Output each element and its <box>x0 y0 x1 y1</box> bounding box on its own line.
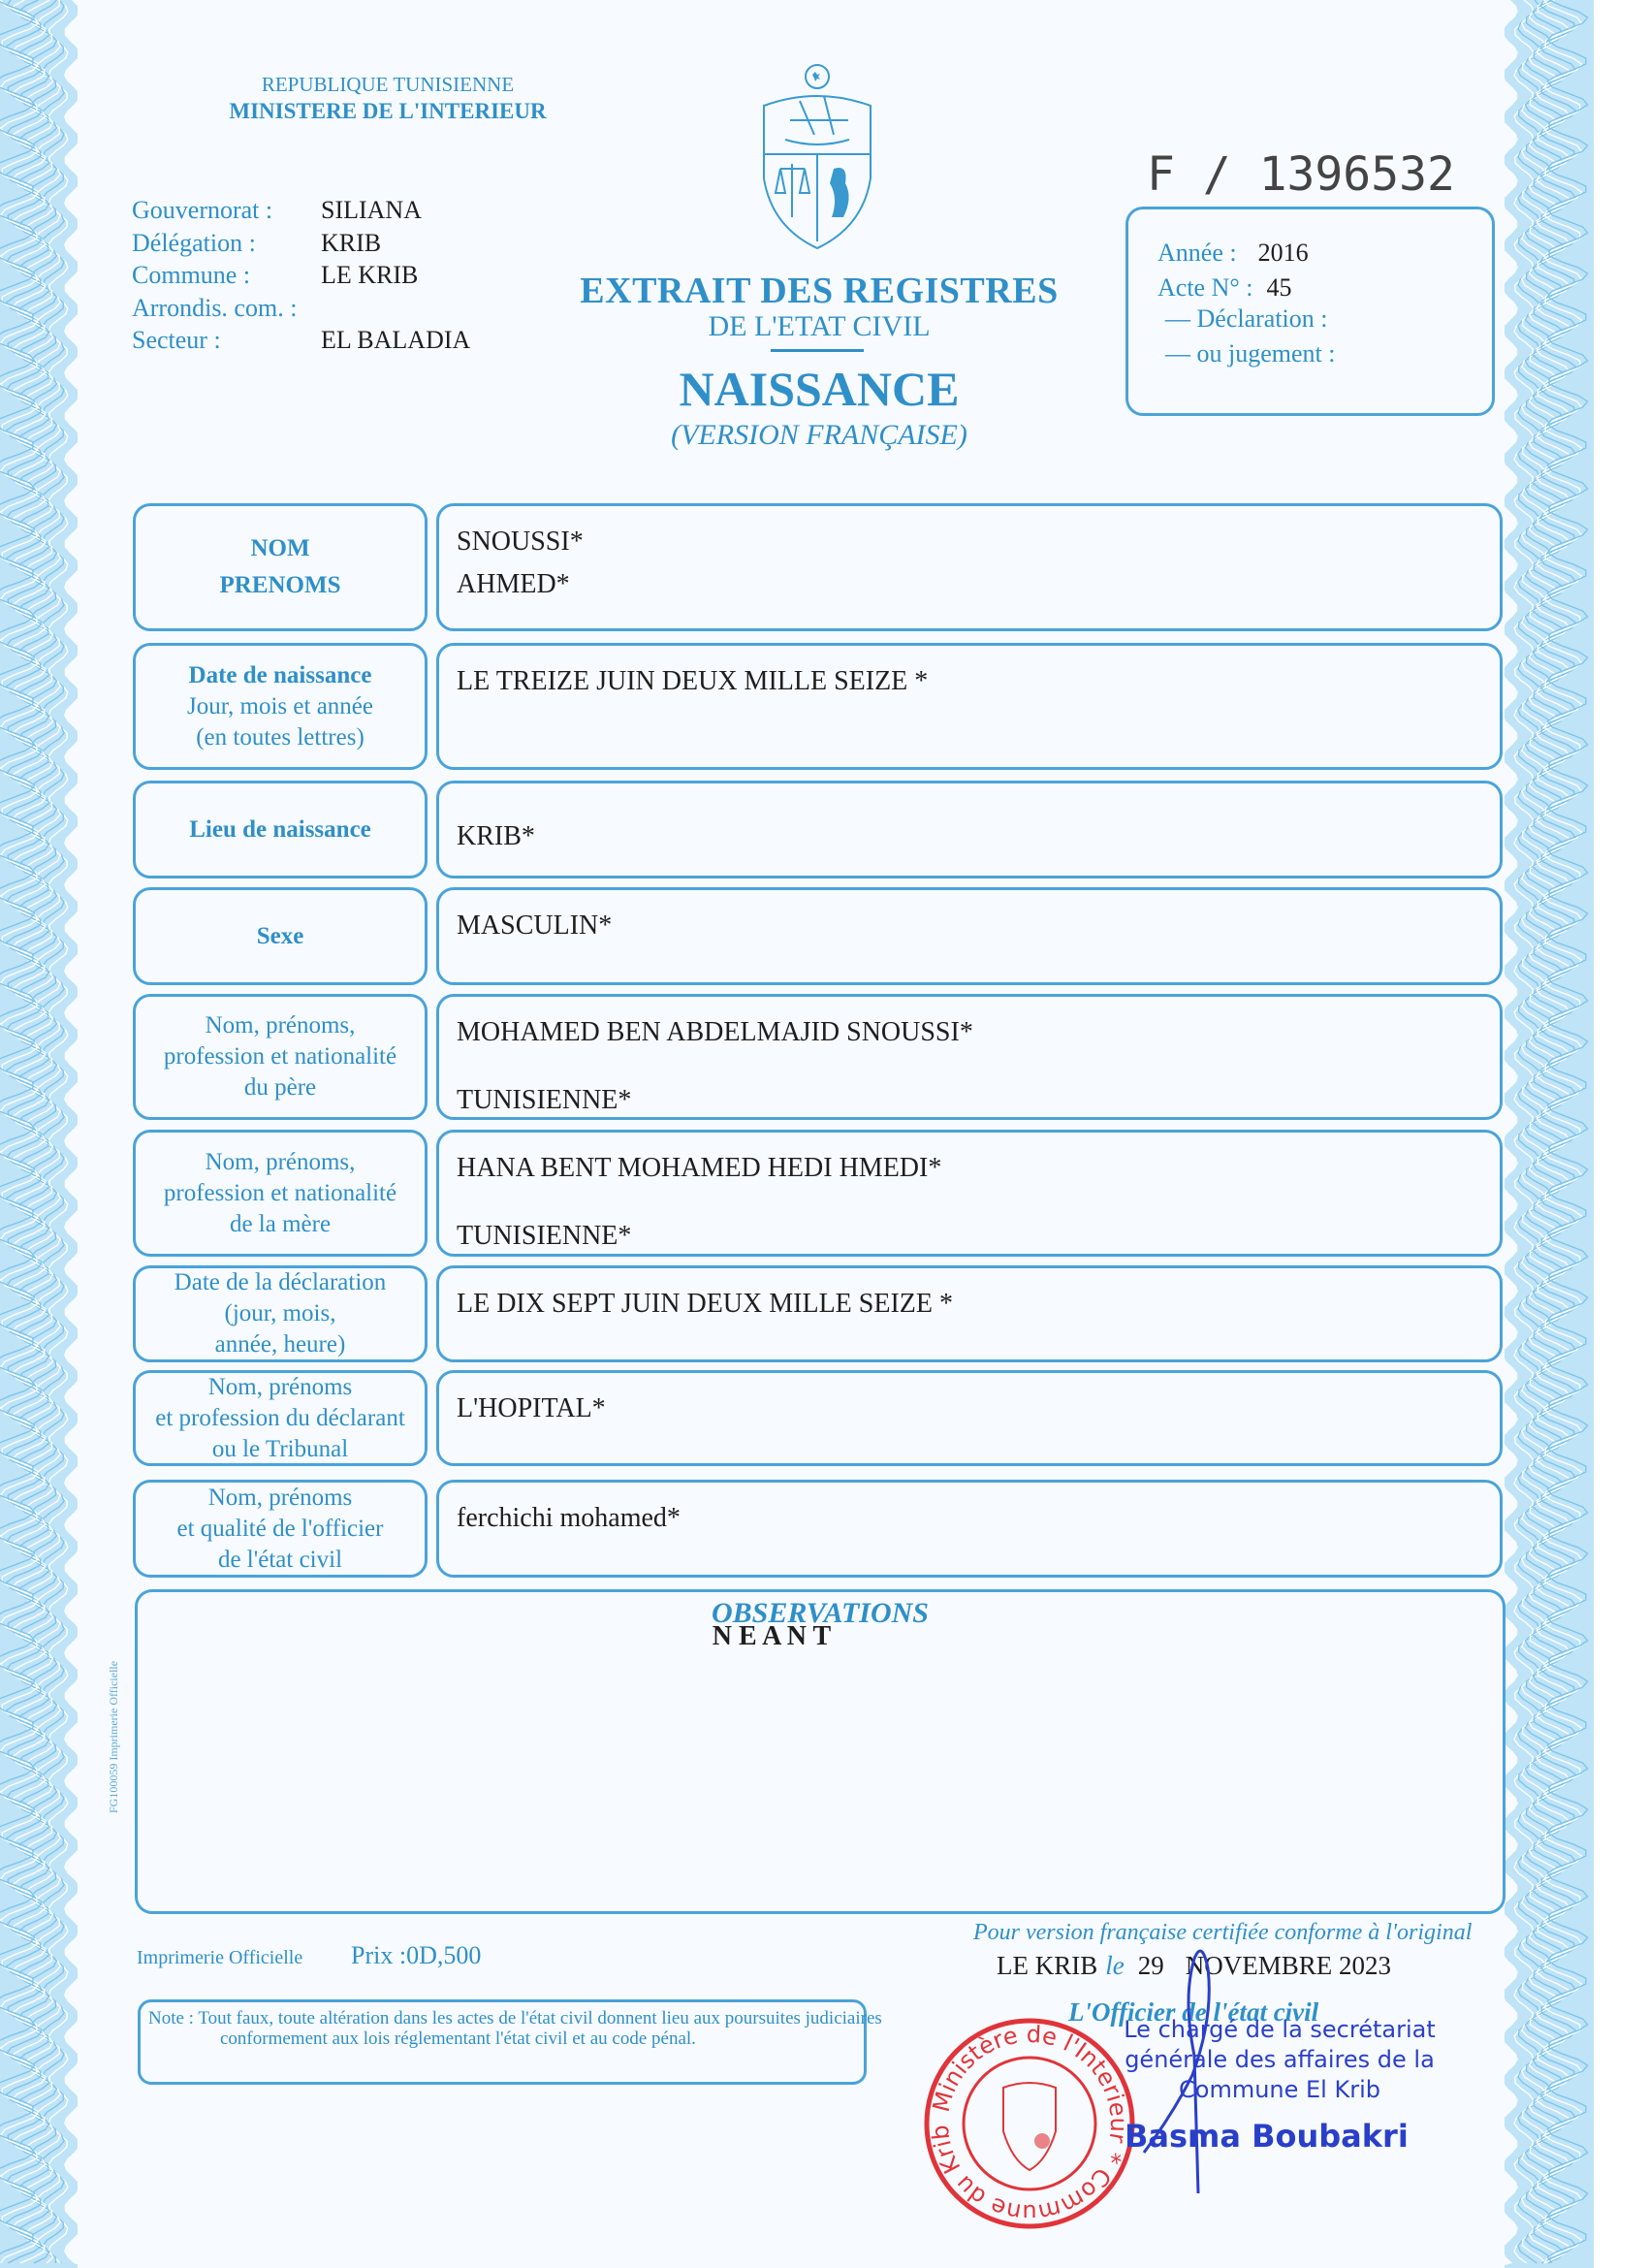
stamp-text: Ministère de l'Interieur * Commune du Krib <box>926 2020 1133 2227</box>
right-guilloche-border <box>1505 0 1594 2268</box>
title-divider <box>771 349 864 352</box>
row-label-text: NOM <box>250 535 310 561</box>
admin-field-label: Arrondis. com. : <box>132 293 298 322</box>
handwritten-signature <box>1125 1939 1241 2211</box>
place-value: LE KRIB <box>997 1951 1098 1980</box>
acte-value: 45 <box>1266 273 1292 302</box>
le-label: le <box>1105 1951 1125 1980</box>
row-value-text: TUNISIENNE* <box>457 1221 632 1251</box>
row-label-text: PRENOMS <box>219 572 341 598</box>
admin-field-row <box>132 326 470 355</box>
row-value-text: KRIB* <box>457 821 535 851</box>
signer-line: Commune El Krib <box>1179 2076 1380 2103</box>
row-value-cell <box>436 781 1503 878</box>
row-value-text: ferchichi mohamed* <box>457 1503 681 1533</box>
title-etat-civil: DE L'ETAT CIVIL <box>708 310 931 342</box>
admin-field-value: EL BALADIA <box>321 326 471 354</box>
row-label-text: ou le Tribunal <box>211 1435 349 1462</box>
declaration-label: — Déclaration : <box>1165 304 1328 333</box>
row-label-text: profession et nationalité <box>163 1043 397 1070</box>
row-label-cell <box>133 1480 428 1578</box>
row-value-text: MOHAMED BEN ABDELMAJID SNOUSSI* <box>457 1017 973 1047</box>
side-print-code: FG100059 Imprimerie Officielle <box>107 1660 120 1813</box>
row-value-text: HANA BENT MOHAMED HEDI HMEDI* <box>457 1153 942 1183</box>
observations-title: OBSERVATIONS <box>712 1597 929 1629</box>
admin-field-row <box>132 294 321 323</box>
act-box <box>1125 207 1495 416</box>
title-extrait: EXTRAIT DES REGISTRES <box>580 271 1059 311</box>
row-label-text: Date de naissance <box>188 661 372 688</box>
row-value-cell <box>436 994 1503 1120</box>
row-value-text: SNOUSSI* <box>457 527 584 557</box>
row-label-text: Nom, prénoms, <box>205 1148 356 1175</box>
row-label-cell <box>133 1130 428 1257</box>
ministry-label: MINISTERE DE L'INTERIEUR <box>229 99 547 123</box>
row-label-text: de l'état civil <box>217 1546 343 1573</box>
jugement-label: — ou jugement : <box>1165 339 1336 367</box>
tunisia-coat-of-arms-icon <box>756 62 878 252</box>
row-label-cell <box>133 1265 428 1362</box>
row-label-text: Lieu de naissance <box>189 815 371 843</box>
row-value-text: AHMED* <box>457 569 570 599</box>
admin-field-row <box>132 229 381 258</box>
admin-field-row <box>132 196 422 225</box>
scan-margin <box>1594 0 1648 2268</box>
row-label-text: année, heure) <box>214 1331 346 1358</box>
admin-field-value: KRIB <box>321 228 382 257</box>
row-label-text: de la mère <box>229 1210 332 1237</box>
row-value-text: MASCULIN* <box>457 910 613 941</box>
row-value-cell <box>436 643 1503 770</box>
republic-label: REPUBLIQUE TUNISIENNE <box>261 73 515 96</box>
row-value-text: LE TREIZE JUIN DEUX MILLE SEIZE * <box>457 666 929 696</box>
signer-name: Basma Boubakri <box>1125 2118 1409 2155</box>
observations-box <box>135 1589 1505 1914</box>
printer-label: Imprimerie Officielle <box>137 1947 303 1968</box>
row-value-cell <box>436 503 1503 631</box>
serial-number: F / 1396532 <box>1147 147 1455 202</box>
row-label-text: Date de la déclaration <box>174 1269 387 1295</box>
legal-note: Note : Tout faux, toute altération dans les actes de l'état civil donnent lieu aux poursuites judiciaires conformement aux lois réglementant l'état civil et au code pénal. <box>148 2008 882 2049</box>
admin-field-label: Délégation : <box>132 228 256 257</box>
admin-field-label: Secteur : <box>132 326 221 354</box>
row-label-text: Jour, mois et année <box>186 692 373 719</box>
admin-field-row <box>132 261 418 290</box>
day-value: 29 <box>1137 1951 1164 1980</box>
admin-field-label: Gouvernorat : <box>132 196 273 224</box>
price-label: Prix :0D,500 <box>351 1941 482 1969</box>
row-label-text: Nom, prénoms, <box>205 1012 356 1038</box>
row-label-text: et qualité de l'officier <box>176 1515 384 1542</box>
row-value-cell <box>436 1265 1503 1362</box>
row-label-text: (en toutes lettres) <box>196 723 364 751</box>
title-naissance: NAISSANCE <box>679 362 960 416</box>
acte-label: Acte N° : <box>1157 273 1253 302</box>
row-value-cell <box>436 887 1503 985</box>
row-value-cell <box>436 1480 1503 1578</box>
row-value-cell <box>436 1370 1503 1466</box>
observations-value: N E A N T <box>712 1621 832 1651</box>
signer-line: générale des affaires de la <box>1125 2046 1435 2073</box>
row-label-cell <box>133 643 428 770</box>
row-label-cell <box>133 781 428 878</box>
row-label-text: Nom, prénoms <box>207 1373 353 1400</box>
legal-note-box <box>138 1999 882 2085</box>
row-label-text: Sexe <box>256 922 304 949</box>
row-value-cell <box>436 1130 1503 1257</box>
certified-label: Pour version française certifiée conforme à l'original <box>973 1920 1473 1945</box>
annee-label: Année : <box>1157 239 1237 267</box>
svg-text:Ministère de l'Interieur * Com <box>927 2021 1132 2226</box>
row-value-text: TUNISIENNE* <box>457 1085 632 1115</box>
row-label-cell <box>133 1370 428 1466</box>
row-value-text: LE DIX SEPT JUIN DEUX MILLE SEIZE * <box>457 1289 953 1319</box>
row-label-cell <box>133 503 428 631</box>
annee-value: 2016 <box>1257 239 1309 267</box>
officer-title: L'Officier de l'état civil <box>1068 1997 1319 2027</box>
row-label-cell <box>133 887 428 985</box>
admin-field-value: SILIANA <box>321 196 422 224</box>
signer-line: Le chargé de la secrétariat <box>1124 2016 1436 2043</box>
title-version: (VERSION FRANÇAISE) <box>671 419 967 451</box>
left-guilloche-border <box>0 0 78 2268</box>
month-year-value: NOVEMBRE 2023 <box>1185 1951 1392 1980</box>
row-value-text: L'HOPITAL* <box>457 1393 606 1423</box>
row-label-cell <box>133 994 428 1120</box>
row-label-text: et profession du déclarant <box>155 1404 405 1431</box>
admin-field-value: LE KRIB <box>321 261 419 289</box>
row-label-text: Nom, prénoms <box>207 1484 353 1511</box>
row-label-text: (jour, mois, <box>224 1300 336 1326</box>
row-label-text: profession et nationalité <box>163 1179 397 1206</box>
admin-field-label: Commune : <box>132 261 251 289</box>
row-label-text: du père <box>243 1074 317 1101</box>
